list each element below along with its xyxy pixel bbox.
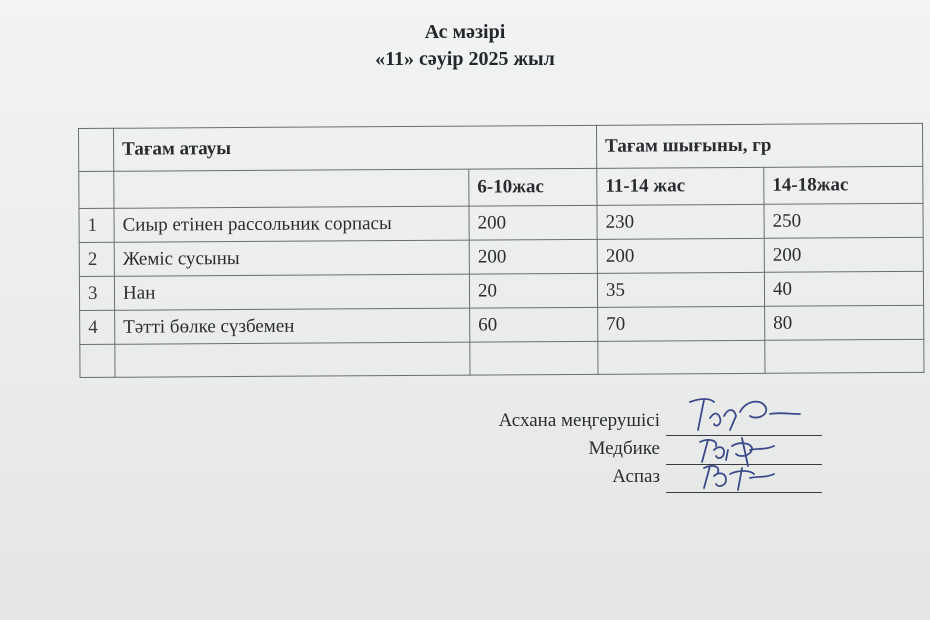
portion-14-18: 200 [764,237,923,272]
portion-6-10: 20 [469,273,597,308]
portion-11-14: 230 [597,204,764,239]
header-cell-name-2 [114,169,469,208]
signature-nurse [400,438,660,462]
signature-cook [400,466,660,490]
portion-14-18: 80 [765,305,924,340]
empty-cell [765,339,924,373]
row-number: 3 [79,276,114,310]
table-row [80,305,924,344]
row-number: 4 [80,310,115,344]
document-date: «11» сәуір 2025 жыл [375,48,555,70]
menu-table [78,123,925,378]
table-row-empty [80,339,924,377]
portion-14-18: 40 [764,271,923,306]
empty-cell [80,344,115,377]
header-portion: Тағам шығыны, гр [596,123,922,168]
table-header-row [79,123,923,171]
age-group-11-14: 11-14 жас [597,167,764,205]
empty-cell [115,342,470,377]
table-row [79,237,923,276]
age-group-14-18: 14-18жас [764,166,923,204]
empty-cell [598,340,765,374]
food-name: Сиыр етінен рассольник сорпасы [114,206,469,242]
empty-cell [470,341,598,375]
portion-14-18: 250 [764,203,923,238]
document-title: Ас мәзірі [424,21,506,43]
handwritten-signature-icon [690,458,790,498]
table-row [79,203,923,242]
signature-label-nurse: Медбике [588,438,660,459]
portion-11-14: 35 [597,272,764,307]
signature-label-cook: Аспаз [612,466,660,487]
table-age-row [79,166,923,208]
header-cell-num [79,128,114,171]
row-number: 2 [79,242,114,276]
portion-6-10: 200 [469,205,597,240]
age-group-6-10: 6-10жас [469,168,597,206]
table-row [79,271,923,310]
food-name: Нан [114,274,469,310]
signature-label-canteen-head: Асхана меңгерушісі [498,410,660,431]
food-name: Жеміс сусыны [114,240,469,276]
row-number: 1 [79,208,114,242]
portion-11-14: 200 [597,238,764,273]
header-cell-num-2 [79,171,114,208]
portion-6-10: 60 [470,307,598,342]
header-food-name: Тағам атауы [114,125,597,171]
portion-6-10: 200 [469,239,597,274]
food-name: Тәтті бөлке сүзбемен [115,308,470,344]
signature-canteen-head [400,410,660,434]
portion-11-14: 70 [598,306,765,341]
